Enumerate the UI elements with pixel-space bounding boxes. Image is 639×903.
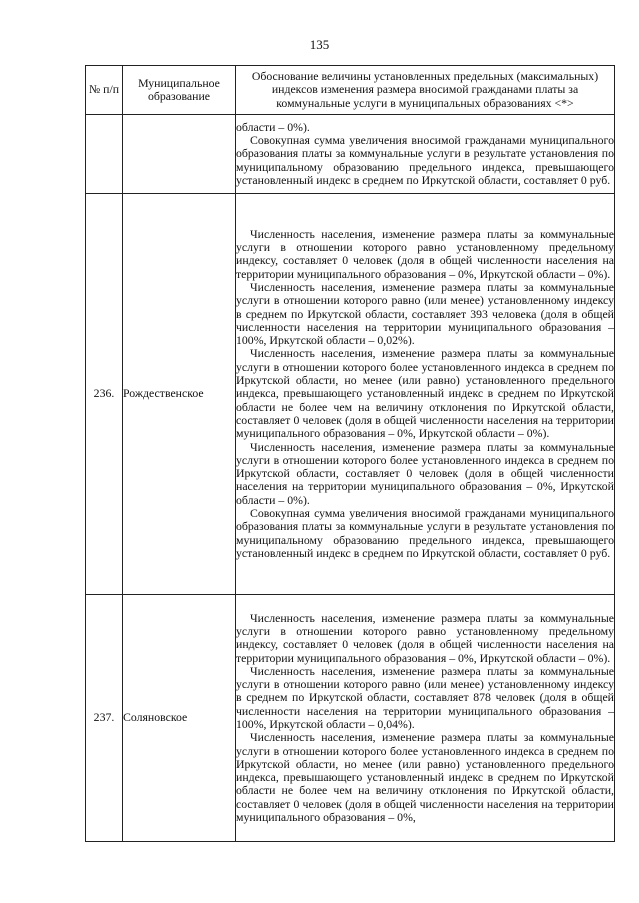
paragraph: Численность населения, изменение размера платы за коммунальные услуги в отношении которого равно установленному предельному индексу, составляет 0 человек (доля в общей численности населения на территории муниципального образования – 0%, Иркутской области – 0%). <box>236 226 614 281</box>
header-justification: Обоснование величины установленных предельных (максимальных) индексов изменения размера вносимой гражданами платы за коммунальные услуги в муниципальных образованиях <*> <box>236 66 615 115</box>
table-row <box>86 194 615 595</box>
paragraph: Численность населения, изменение размера платы за коммунальные услуги в отношении которого более установленного индекса в среднем по Иркутской области, но менее (или равно) установленного предельного индекса, превышающего установленный индекс в среднем по Иркутской области не более чем на величину отклонения по Иркутской области, составляет 0 человек (доля в общей численности населения на территории муниципального образования – 0%, Иркутской области – 0%). <box>236 346 614 441</box>
paragraph: Численность населения, изменение размера платы за коммунальные услуги в отношении которого более установленного индекса в среднем по Иркутской области, составляет 0 человек (доля в общей численности населения на территории муниципального образования – 0%, Иркутской области – 0%). <box>236 439 614 507</box>
row-justification <box>236 595 615 842</box>
table-header-row <box>86 66 615 115</box>
paragraph: Численность населения, изменение размера платы за коммунальные услуги в отношении которого равно установленному предельному индексу, составляет 0 человек (доля в общей численности населения на территории муниципального образования – 0%, Иркутской области – 0%). <box>236 610 614 665</box>
row-number: 236. <box>86 194 123 595</box>
paragraph: области – 0%). <box>236 119 310 134</box>
row-number: 237. <box>86 595 123 842</box>
table-row <box>86 115 615 194</box>
paragraph: Численность населения, изменение размера платы за коммунальные услуги в отношении которого более установленного индекса в среднем по Иркутской области, но менее (или равно) установленного предельного индекса, превышающего установленный индекс в среднем по Иркутской области не более чем на величину отклонения по Иркутской области, составляет 0 человек (доля в общей численности населения на территории муниципального образования – 0%, <box>236 730 614 825</box>
paragraph: Совокупная сумма увеличения вносимой гражданами муниципального образования платы за коммунальные услуги в результате установления по муниципальному образованию предельного индекса, превышающего установленный индекс в среднем по Иркутской области, составляет 0 руб. <box>236 506 614 560</box>
paragraph: Совокупная сумма увеличения вносимой гражданами муниципального образования платы за коммунальные услуги в результате установления по муниципальному образованию предельного индекса, превышающего установленный индекс в среднем по Иркутской области, составляет 0 руб. <box>236 133 614 187</box>
paragraph: Численность населения, изменение размера платы за коммунальные услуги в отношении которого равно (или менее) установленному индексу в среднем по Иркутской области, составляет 878 человек (доля в общей численности населения на территории муниципального образования – 100%, Иркутской области – 0,04%). <box>236 663 614 731</box>
row-municipality <box>123 115 236 194</box>
page-number: 135 <box>309 37 330 52</box>
row-municipality: Соляновское <box>123 595 236 842</box>
table-row <box>86 595 615 842</box>
row-municipality: Рождественское <box>123 194 236 595</box>
header-number: № п/п <box>86 66 123 115</box>
row-number <box>86 115 123 194</box>
row-justification <box>236 115 615 194</box>
paragraph: Численность населения, изменение размера платы за коммунальные услуги в отношении которого равно (или менее) установленному индексу в среднем по Иркутской области, составляет 393 человека (доля в общей численности населения на территории муниципального образования – 100%, Иркутской области – 0,02%). <box>236 279 614 348</box>
header-municipality: Муниципальное образование <box>123 66 236 115</box>
municipal-index-table <box>85 65 615 842</box>
row-justification <box>236 194 615 595</box>
